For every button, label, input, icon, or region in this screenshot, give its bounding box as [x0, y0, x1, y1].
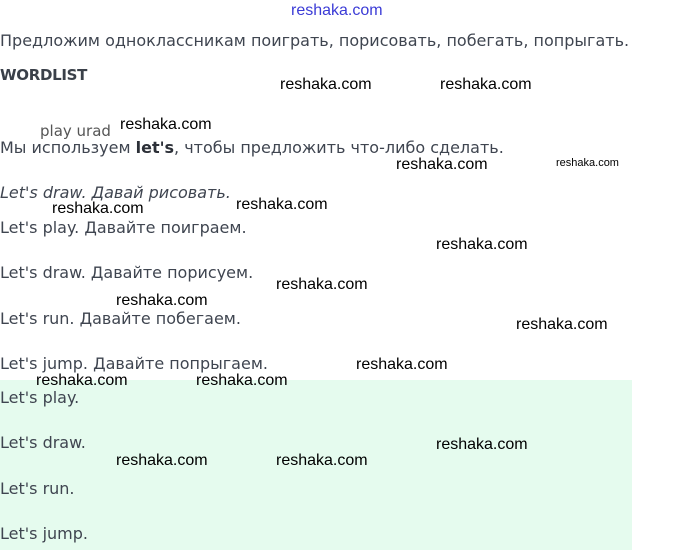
rule-before: Мы используем: [0, 138, 136, 157]
intro-text: Предложим одноклассникам поиграть, порисовать, побегать, попрыгать.: [0, 31, 630, 50]
watermark: reshaka.com: [276, 452, 368, 469]
watermark: reshaka.com: [280, 76, 372, 93]
watermark: reshaka.com: [196, 372, 288, 389]
answer-line: Let's play.: [0, 388, 80, 407]
answer-line: Let's run.: [0, 479, 75, 498]
watermark: reshaka.com: [396, 156, 488, 173]
rule-after: , чтобы предложить что-либо сделать.: [174, 138, 504, 157]
answer-line: Let's jump.: [0, 524, 88, 543]
example-line: Let's jump. Давайте попрыгаем.: [0, 354, 268, 373]
wordlist-cutoff-row: [40, 117, 111, 140]
example-line: Let's play. Давайте поиграем.: [0, 218, 247, 237]
watermark: reshaka.com: [436, 236, 528, 253]
watermark: reshaka.com: [120, 116, 212, 133]
watermark: reshaka.com: [556, 157, 619, 169]
watermark: reshaka.com: [276, 276, 368, 293]
example-line: Let's draw. Давайте порисуем.: [0, 263, 254, 282]
watermark: reshaka.com: [116, 452, 208, 469]
answer-line: Let's draw.: [0, 433, 86, 452]
watermark: reshaka.com: [356, 356, 448, 373]
example-line: Let's run. Давайте побегаем.: [0, 309, 241, 328]
rule-text: [0, 138, 504, 157]
example-italic: Let's draw. Давай рисовать.: [0, 183, 231, 202]
watermark: reshaka.com: [436, 436, 528, 453]
watermark: reshaka.com: [440, 76, 532, 93]
watermark: reshaka.com: [52, 200, 144, 217]
site-watermark: reshaka.com: [291, 2, 383, 19]
watermark: reshaka.com: [236, 196, 328, 213]
watermark: reshaka.com: [116, 292, 208, 309]
watermark: reshaka.com: [516, 316, 608, 333]
watermark: reshaka.com: [36, 372, 128, 389]
wordlist-cutoff-text: play urad: [40, 122, 111, 140]
rule-keyword: let's: [135, 138, 175, 157]
wordlist-title: WORDLIST: [0, 66, 88, 84]
